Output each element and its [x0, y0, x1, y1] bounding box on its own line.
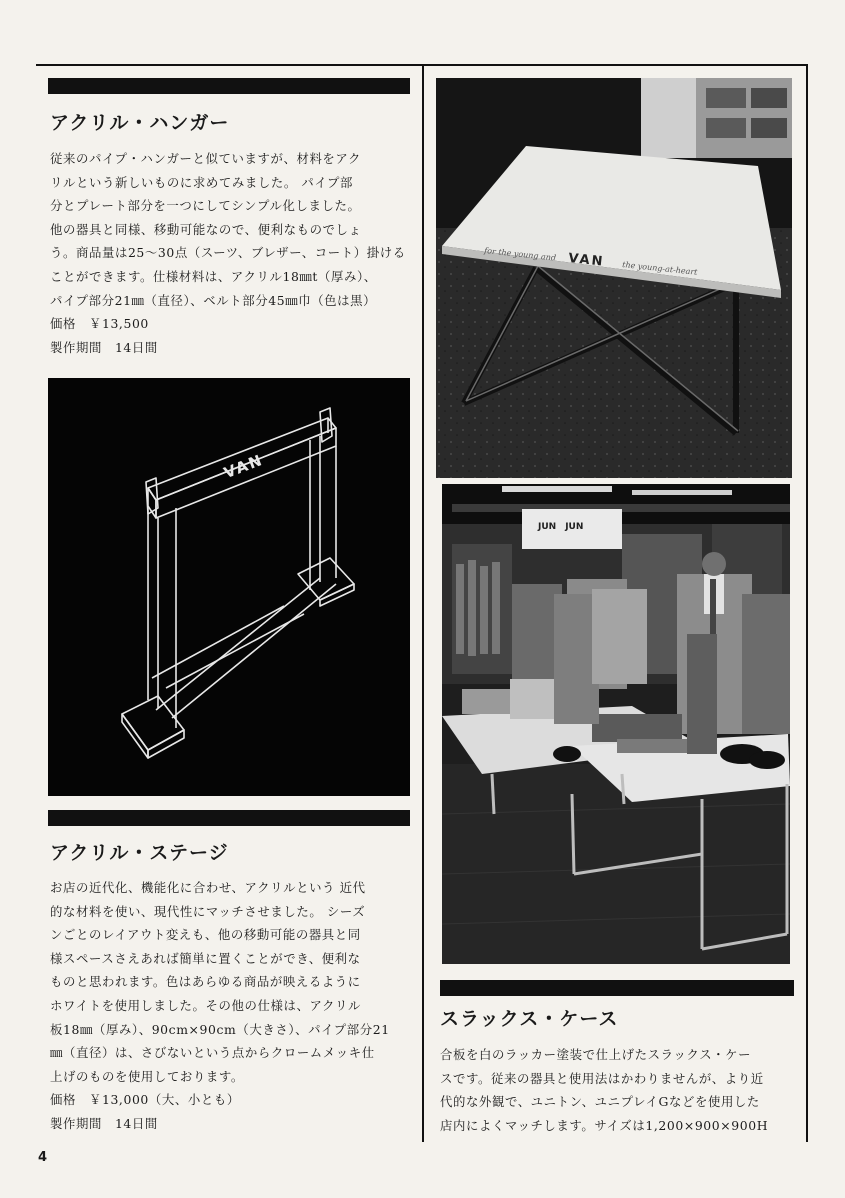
stage-header-bar [48, 810, 410, 826]
text-line: ものと思われます。色はあらゆる商品が映えるように [50, 974, 361, 990]
column-divider [422, 66, 424, 1142]
text-line: 分とプレート部分を一つにしてシンプル化しました。 [50, 198, 361, 214]
stage-tagline-right: the young-at-heart [621, 260, 698, 277]
hanger-photo [48, 378, 410, 796]
price: 価格 ￥13,000（大、小とも） [50, 1092, 240, 1108]
slacks-title: スラックス・ケース [440, 1008, 619, 1030]
text-line: 従来のパイプ・ハンガーと似ていますが、材料をアク [50, 151, 362, 166]
text-line: ㎜（直径）は、さびないという点からクロームメッキ仕 [50, 1045, 375, 1061]
text-line: お店の近代化、機能化に合わせ、アクリルという 近代 [50, 880, 366, 895]
text-line: パイプ部分21㎜（直径）、ベルト部分45㎜巾（色は黒） [50, 292, 377, 308]
production-period: 製作期間 14日間 [50, 339, 158, 355]
stage-logo: VAN [567, 251, 606, 270]
text-line: う。商品量は25～30点（スーツ、ブレザー、コート）掛ける [50, 245, 406, 261]
text-line: 店内によくマッチします。サイズは1,200×900×900H [440, 1117, 769, 1133]
production-period: 製作期間 14日間 [50, 1115, 158, 1131]
text-line: リルという新しいものに求めてみました。 パイプ部 [50, 174, 353, 190]
slacks-header-bar [440, 980, 794, 996]
page-number: 4 [38, 1150, 48, 1165]
text-line: ホワイトを使用しました。その他の仕様は、アクリル [50, 997, 362, 1013]
text-line: ンごとのレイアウト変えも、他の移動可能の器具と同 [50, 927, 361, 943]
stage-photo [436, 78, 792, 478]
text-line: 様スペースさえあれば簡単に置くことができ、便利な [50, 950, 361, 966]
hanger-title: アクリル・ハンガー [50, 112, 230, 134]
stage-description [50, 876, 416, 1136]
hanger-description [50, 147, 416, 359]
text-line: 板18㎜（厚み）、90cm×90cm（大きさ）、パイプ部分21 [50, 1021, 390, 1037]
text-line: スです。従来の器具と使用法はかわりませんが、より近 [440, 1070, 764, 1086]
store-interior-photo [442, 484, 790, 964]
slacks-description [440, 1043, 802, 1137]
text-line: 上げのものを使用しております。 [50, 1068, 244, 1084]
right-edge-rule [806, 66, 808, 1142]
stage-tagline-left: for the young and [483, 246, 557, 263]
price: 価格 ￥13,500 [50, 316, 149, 332]
stage-title: アクリル・ステージ [50, 842, 229, 864]
text-line: 的な材料を使い、現代性にマッチさせました。 シーズ [50, 903, 366, 919]
hanger-logo: VAN [221, 450, 266, 483]
text-line: 代的な外観で、ユニトン、ユニプレイGなどを使用した [440, 1094, 760, 1110]
text-line: 合板を白のラッカー塗装で仕上げたスラックス・ケー [440, 1047, 752, 1062]
store-sign: JUN JUN [538, 522, 584, 532]
text-line: ことができます。仕様材料は、アクリル18㎜t（厚み）、 [50, 268, 377, 284]
text-line: 他の器具と同様、移動可能なので、便利なものでしょ [50, 221, 362, 237]
hanger-header-bar [48, 78, 410, 94]
